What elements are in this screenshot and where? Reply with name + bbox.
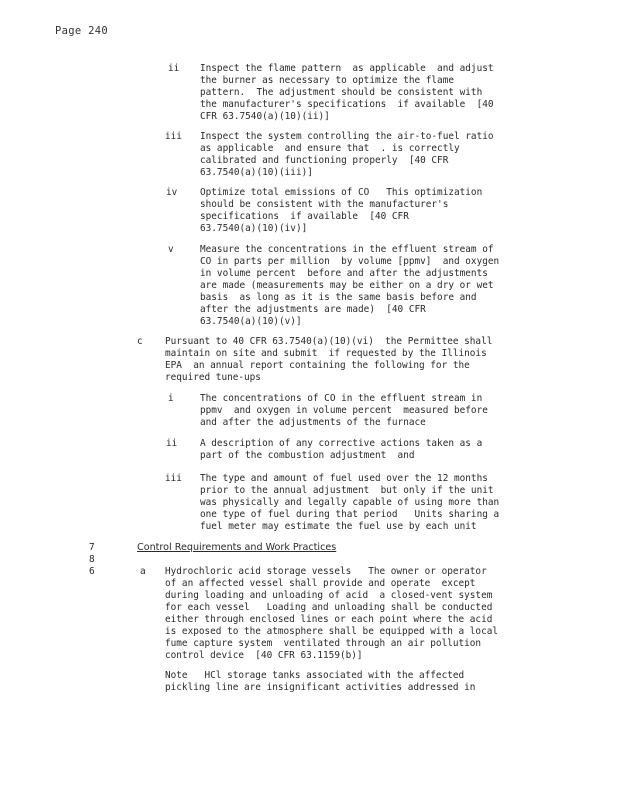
item-number: i xyxy=(168,393,174,404)
item-text-line: 63.7540(a)(10)(iv)] xyxy=(200,223,308,234)
item-text-line: fuel meter may estimate the fuel use by each unit xyxy=(200,521,477,532)
item-number: iv xyxy=(166,187,178,198)
item-text-line: CO in parts per million by volume [ppmv] and oxygen xyxy=(200,256,500,267)
item-text-line: part of the combustion adjustment and xyxy=(200,450,415,461)
item-text-line: 63.7540(a)(10)(iii)] xyxy=(200,167,313,178)
item-text-line: the manufacturer's specifications if available [40 xyxy=(200,99,494,110)
item-number: ii xyxy=(168,63,180,74)
item-number: v xyxy=(168,244,174,255)
item-number: iii xyxy=(165,131,182,142)
item-text-line: ppmv and oxygen in volume percent measured before xyxy=(200,405,488,416)
item-letter: c xyxy=(137,336,143,347)
item-text-line: is exposed to the atmosphere shall be equipped with a local xyxy=(165,626,499,637)
item-text-line: Inspect the flame pattern as applicable and adjust xyxy=(200,63,494,74)
item-text-line: basis as long as it is the same basis before and xyxy=(200,292,477,303)
item-text-line: 63.7540(a)(10)(v)] xyxy=(200,316,302,327)
section-title-rest: and Work Practices xyxy=(241,542,337,553)
item-text-line: and after the adjustments of the furnace xyxy=(200,417,426,428)
item-text-line: CFR 63.7540(a)(10)(ii)] xyxy=(200,111,330,122)
page-number: Page 240 xyxy=(55,25,108,37)
item-text-line: Hydrochloric acid storage vessels The owner or operator xyxy=(165,566,487,577)
item-text-line: fume capture system ventilated through an air pollution xyxy=(165,638,482,649)
item-number: ii xyxy=(166,438,178,449)
section-title-underlined: Control Requirements xyxy=(137,542,242,553)
item-text-line: for each vessel Loading and unloading shall be conducted xyxy=(165,602,493,613)
item-text-line: one type of fuel during that period Units sharing a xyxy=(200,509,500,520)
section-number: 7 8 6 xyxy=(89,542,95,577)
item-text-line: The type and amount of fuel used over the 12 months xyxy=(200,473,488,484)
item-letter: a xyxy=(140,566,146,577)
item-text-line: maintain on site and submit if requested by the Illinois xyxy=(165,348,487,359)
section-title xyxy=(137,542,336,554)
note-text-line: Note HCl storage tanks associated with the affected xyxy=(165,670,465,681)
item-text-line: required tune-ups xyxy=(165,372,261,383)
item-text-line: calibrated and functioning properly [40 CFR xyxy=(200,155,449,166)
item-text-line: was physically and legally capable of using more than xyxy=(200,497,500,508)
note-text-line: pickling line are insignificant activities addressed in xyxy=(165,682,476,693)
item-text-line: after the adjustments are made) [40 CFR xyxy=(200,304,426,315)
item-text-line: Measure the concentrations in the effluent stream of xyxy=(200,244,494,255)
item-number: iii xyxy=(165,473,182,484)
item-text-line: either through enclosed lines or each point where the acid xyxy=(165,614,493,625)
item-text-line: the burner as necessary to optimize the flame xyxy=(200,75,454,86)
item-text-line: Optimize total emissions of CO This optimization xyxy=(200,187,483,198)
item-text-line: prior to the annual adjustment but only if the unit xyxy=(200,485,494,496)
item-text-line: are made (measurements may be either on a dry or wet xyxy=(200,280,494,291)
item-text-line: in volume percent before and after the adjustments xyxy=(200,268,488,279)
item-text-line: EPA an annual report containing the following for the xyxy=(165,360,470,371)
item-text-line: control device [40 CFR 63.1159(b)] xyxy=(165,650,363,661)
item-text-line: Inspect the system controlling the air-to-fuel ratio xyxy=(200,131,494,142)
item-text-line: should be consistent with the manufacturer's xyxy=(200,199,449,210)
item-text-line: A description of any corrective actions taken as a xyxy=(200,438,483,449)
item-text-line: pattern. The adjustment should be consistent with xyxy=(200,87,483,98)
item-text-line: as applicable and ensure that . is correctly xyxy=(200,143,460,154)
item-text-line: Pursuant to 40 CFR 63.7540(a)(10)(vi) the Permittee shall xyxy=(165,336,493,347)
item-text-line: of an affected vessel shall provide and operate except xyxy=(165,578,476,589)
item-text-line: The concentrations of CO in the effluent stream in xyxy=(200,393,483,404)
item-text-line: specifications if available [40 CFR xyxy=(200,211,409,222)
item-text-line: during loading and unloading of acid a closed-vent system xyxy=(165,590,493,601)
